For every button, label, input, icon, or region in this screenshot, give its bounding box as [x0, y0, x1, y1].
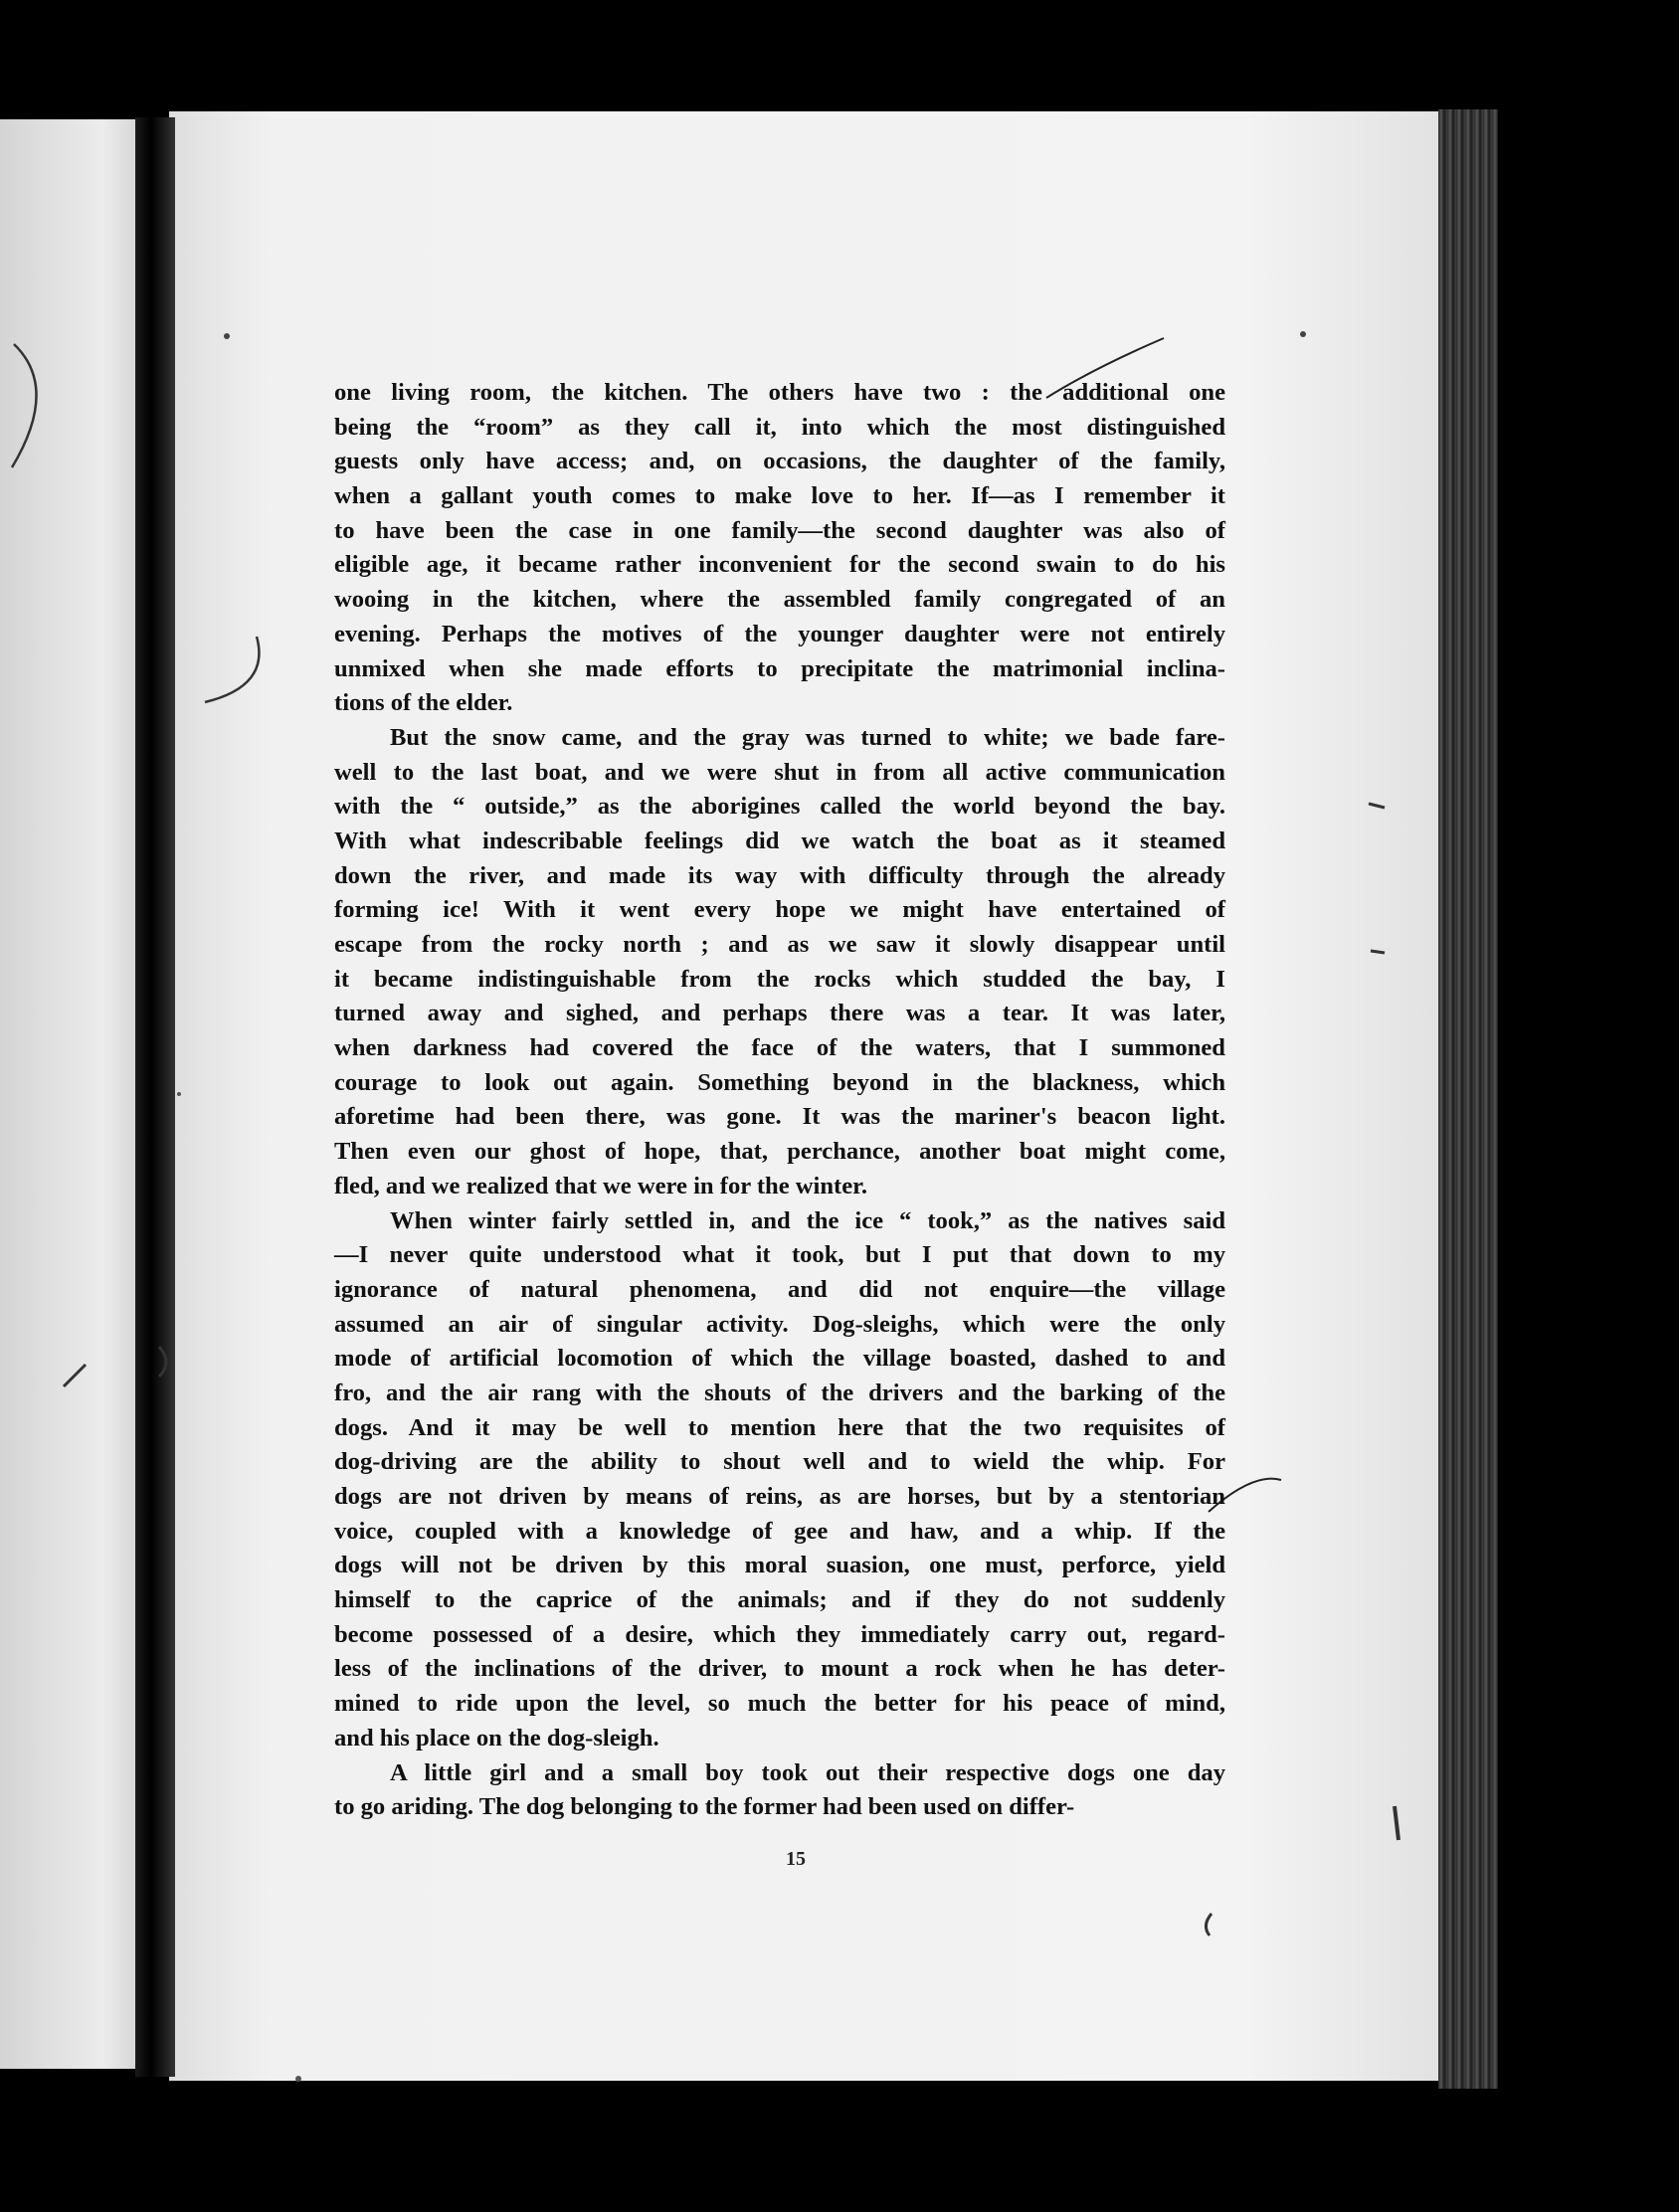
text-line: tions of the elder.	[334, 689, 513, 717]
text-line: dog-driving are the ability to shout well and to wield the whip. For	[334, 1448, 1225, 1476]
text-line: himself to the caprice of the animals; and if they do not suddenly	[334, 1586, 1225, 1614]
text-line: evening. Perhaps the motives of the younger daughter were not entirely	[334, 620, 1225, 647]
text-line: fro, and the air rang with the shouts of the drivers and the barking of the	[334, 1379, 1225, 1406]
text-line: courage to look out again. Something beyond in the blackness, which	[334, 1068, 1225, 1096]
text-line: dogs are not driven by means of reins, as are horses, but by a stentorian	[334, 1483, 1225, 1510]
text-line: eligible age, it became rather inconvenient for the second swain to do his	[334, 551, 1225, 579]
text-line: unmixed when she made efforts to precipitate the matrimonial inclina-	[334, 654, 1225, 682]
text-line: With what indescribable feelings did we watch the boat as it steamed	[334, 827, 1225, 854]
text-line: assumed an air of singular activity. Dog-sleighs, which were the only	[334, 1310, 1225, 1338]
text-line: when darkness had covered the face of the waters, that I summoned	[334, 1034, 1225, 1062]
text-line: But the snow came, and the gray was turned to white; we bade fare-	[390, 723, 1225, 751]
text-line: ignorance of natural phenomena, and did not enquire—the village	[334, 1275, 1225, 1303]
paragraph	[334, 1204, 1225, 1756]
text-line: to have been the case in one family—the second daughter was also of	[334, 516, 1225, 544]
text-line: with the “ outside,” as the aborigines called the world beyond the bay.	[334, 793, 1225, 821]
text-line: less of the inclinations of the driver, to mount a rock when he has deter-	[334, 1655, 1225, 1683]
text-line: guests only have access; and, on occasions, the daughter of the family,	[334, 448, 1225, 475]
text-line: being the “room” as they call it, into which the most distinguished	[334, 413, 1225, 441]
text-line: forming ice! With it went every hope we might have entertained of	[334, 896, 1225, 924]
text-line: mined to ride upon the level, so much the better for his peace of mind,	[334, 1690, 1225, 1718]
text-line: down the river, and made its way with difficulty through the already	[334, 861, 1225, 889]
text-line: well to the last boat, and we were shut in from all active communication	[334, 758, 1225, 786]
paragraph	[334, 376, 1225, 721]
text-line: it became indistinguishable from the rocks which studded the bay, I	[334, 965, 1225, 993]
text-line: dogs. And it may be well to mention here that the two requisites of	[334, 1413, 1225, 1441]
text-line: voice, coupled with a knowledge of gee and haw, and a whip. If the	[334, 1517, 1225, 1545]
book-gutter	[135, 117, 175, 2077]
text-line: and his place on the dog-sleigh.	[334, 1724, 659, 1751]
text-line: fled, and we realized that we were in for the winter.	[334, 1172, 867, 1199]
body-text	[334, 376, 1225, 1825]
text-line: When winter fairly settled in, and the ice “ took,” as the natives said	[390, 1206, 1225, 1234]
facing-page-edge	[0, 119, 147, 2069]
text-line: —I never quite understood what it took, but I put that down to my	[334, 1241, 1225, 1269]
text-line: Then even our ghost of hope, that, perchance, another boat might come,	[334, 1138, 1225, 1166]
page-stack-edge	[1438, 109, 1498, 2089]
page-number: 15	[786, 1848, 806, 1870]
text-line: to go ariding. The dog belonging to the former had been used on differ-	[334, 1793, 1075, 1821]
text-line: one living room, the kitchen. The others have two : the additional one	[334, 379, 1225, 406]
text-line: turned away and sighed, and perhaps there was a tear. It was later,	[334, 1000, 1225, 1027]
text-line: when a gallant youth comes to make love to her. If—as I remember it	[334, 482, 1225, 510]
text-line: dogs will not be driven by this moral suasion, one must, perforce, yield	[334, 1552, 1225, 1579]
text-line: aforetime had been there, was gone. It was the mariner's beacon light.	[334, 1103, 1225, 1131]
text-line: escape from the rocky north ; and as we saw it slowly disappear until	[334, 931, 1225, 958]
text-line: become possessed of a desire, which they immediately carry out, regard-	[334, 1620, 1225, 1648]
paragraph	[334, 721, 1225, 1204]
text-line: A little girl and a small boy took out their respective dogs one day	[390, 1758, 1225, 1786]
paragraph	[334, 1756, 1225, 1825]
text-line: mode of artificial locomotion of which the village boasted, dashed to and	[334, 1345, 1225, 1373]
text-line: wooing in the kitchen, where the assembled family congregated of an	[334, 586, 1225, 614]
